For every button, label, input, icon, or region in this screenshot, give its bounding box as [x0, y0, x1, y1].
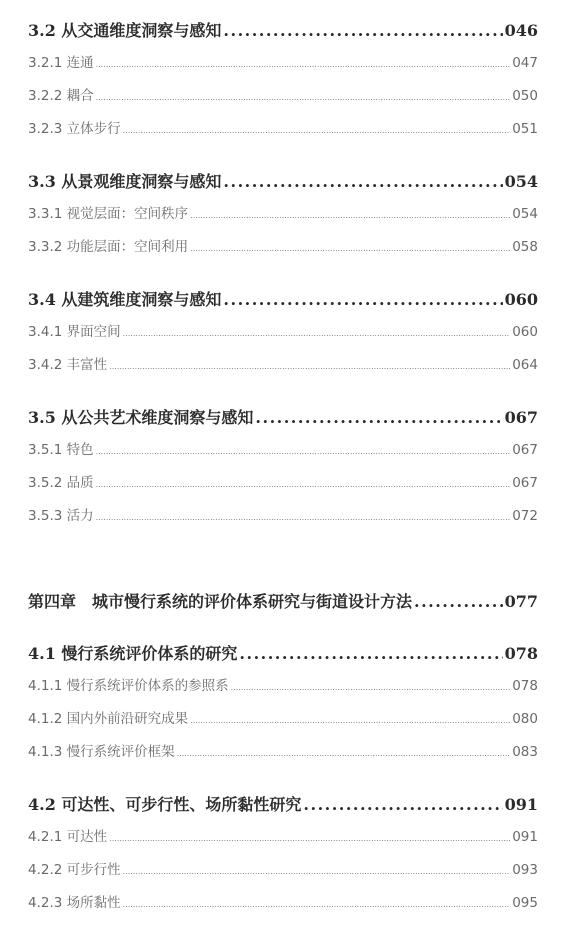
toc-subsection-4-1-1[interactable] [28, 670, 538, 703]
toc-entry-title: 4.1.1 慢行系统评价体系的参照系 [28, 678, 229, 694]
dot-leader [96, 468, 511, 501]
dot-leader [231, 671, 511, 704]
toc-entry-title: 3.5 从公共艺术维度洞察与感知 [28, 408, 254, 427]
toc-entry-title: 3.3.2 功能层面：空间利用 [28, 239, 189, 255]
toc-chapter-4[interactable] [28, 585, 538, 618]
toc-subsection-3-2-2[interactable] [28, 80, 538, 113]
toc-section-3-4[interactable] [28, 283, 538, 316]
toc-entry-title: 3.4.2 丰富性 [28, 357, 108, 373]
toc-entry-page: 046 [504, 21, 538, 40]
toc-subsection-4-1-3[interactable] [28, 736, 538, 769]
toc-entry-page: 091 [504, 795, 538, 814]
toc-entry-title: 第四章 城市慢行系统的评价体系研究与街道设计方法 [28, 592, 413, 611]
toc-subsection-3-5-1[interactable] [28, 434, 538, 467]
toc-subsection-3-2-3[interactable] [28, 113, 538, 146]
toc-entry-page: 064 [512, 357, 538, 373]
toc-entry-page: 083 [512, 744, 538, 760]
toc-entry-page: 051 [512, 121, 538, 137]
dot-leader [123, 317, 511, 350]
dot-leader [190, 199, 510, 232]
toc-entry-title: 3.2.1 连通 [28, 55, 94, 71]
toc-subsection-4-2-1[interactable] [28, 821, 538, 854]
toc-entry-title: 3.4.1 界面空间 [28, 324, 121, 340]
toc-subsection-3-4-2[interactable] [28, 349, 538, 382]
dot-leader [109, 350, 510, 383]
toc-section-3-2[interactable] [28, 14, 538, 47]
dot-leader [96, 435, 511, 468]
toc-subsection-3-5-3[interactable] [28, 500, 538, 533]
toc-entry-title: 3.5.2 品质 [28, 475, 94, 491]
toc-section-3-5[interactable] [28, 401, 538, 434]
toc-subsection-3-3-2[interactable] [28, 231, 538, 264]
toc-entry-title: 4.1.2 国内外前沿研究成果 [28, 711, 189, 727]
toc-subsection-3-2-1[interactable] [28, 47, 538, 80]
toc-entry-title: 3.4 从建筑维度洞察与感知 [28, 290, 222, 309]
toc-entry-page: 060 [512, 324, 538, 340]
dot-leader [109, 822, 510, 855]
toc-entry-page: 093 [512, 862, 538, 878]
toc-entry-title: 3.3 从景观维度洞察与感知 [28, 172, 222, 191]
toc-entry-title: 4.1.3 慢行系统评价框架 [28, 744, 175, 760]
toc-entry-page: 078 [504, 644, 538, 663]
dot-leader [223, 283, 502, 316]
dot-leader [96, 501, 511, 534]
toc-section-4-2[interactable] [28, 788, 538, 821]
toc-entry-page: 078 [512, 678, 538, 694]
toc-entry-title: 3.5.3 活力 [28, 508, 94, 524]
dot-leader [223, 14, 502, 47]
toc-entry-page: 067 [512, 475, 538, 491]
dot-leader [123, 888, 511, 921]
toc-entry-title: 4.2.3 场所黏性 [28, 895, 121, 911]
toc-entry-page: 067 [512, 442, 538, 458]
toc-entry-title: 3.3.1 视觉层面：空间秩序 [28, 206, 189, 222]
toc-subsection-4-2-2[interactable] [28, 854, 538, 887]
toc-subsection-4-1-2[interactable] [28, 703, 538, 736]
toc-subsection-4-2-3[interactable] [28, 887, 538, 920]
toc-entry-page: 060 [504, 290, 538, 309]
toc-entry-page: 095 [512, 895, 538, 911]
dot-leader [177, 737, 511, 770]
toc-entry-title: 4.2 可达性、可步行性、场所黏性研究 [28, 795, 302, 814]
toc-entry-title: 3.2.2 耦合 [28, 88, 94, 104]
toc-entry-page: 077 [504, 592, 538, 611]
dot-leader [123, 114, 511, 147]
toc-entry-title: 3.5.1 特色 [28, 442, 94, 458]
toc-entry-page: 054 [512, 206, 538, 222]
toc-entry-page: 058 [512, 239, 538, 255]
toc-entry-page: 072 [512, 508, 538, 524]
toc-subsection-3-5-2[interactable] [28, 467, 538, 500]
dot-leader [223, 165, 502, 198]
dot-leader [190, 232, 510, 265]
dot-leader [414, 585, 503, 618]
dot-leader [96, 48, 511, 81]
toc-entry-page: 091 [512, 829, 538, 845]
toc-entry-title: 4.2.2 可步行性 [28, 862, 121, 878]
dot-leader [255, 401, 502, 434]
dot-leader [303, 788, 502, 821]
toc-entry-page: 050 [512, 88, 538, 104]
toc-subsection-3-4-1[interactable] [28, 316, 538, 349]
toc-entry-page: 080 [512, 711, 538, 727]
toc-entry-title: 3.2.3 立体步行 [28, 121, 121, 137]
dot-leader [96, 81, 511, 114]
toc-entry-page: 047 [512, 55, 538, 71]
toc-entry-page: 067 [504, 408, 538, 427]
dot-leader [190, 704, 510, 737]
toc-subsection-3-3-1[interactable] [28, 198, 538, 231]
toc-entry-title: 4.2.1 可达性 [28, 829, 108, 845]
dot-leader [239, 637, 502, 670]
dot-leader [123, 855, 511, 888]
toc-entry-page: 054 [504, 172, 538, 191]
toc-section-3-3[interactable] [28, 165, 538, 198]
table-of-contents [28, 14, 538, 920]
toc-entry-title: 4.1 慢行系统评价体系的研究 [28, 644, 238, 663]
toc-section-4-1[interactable] [28, 637, 538, 670]
toc-entry-title: 3.2 从交通维度洞察与感知 [28, 21, 222, 40]
